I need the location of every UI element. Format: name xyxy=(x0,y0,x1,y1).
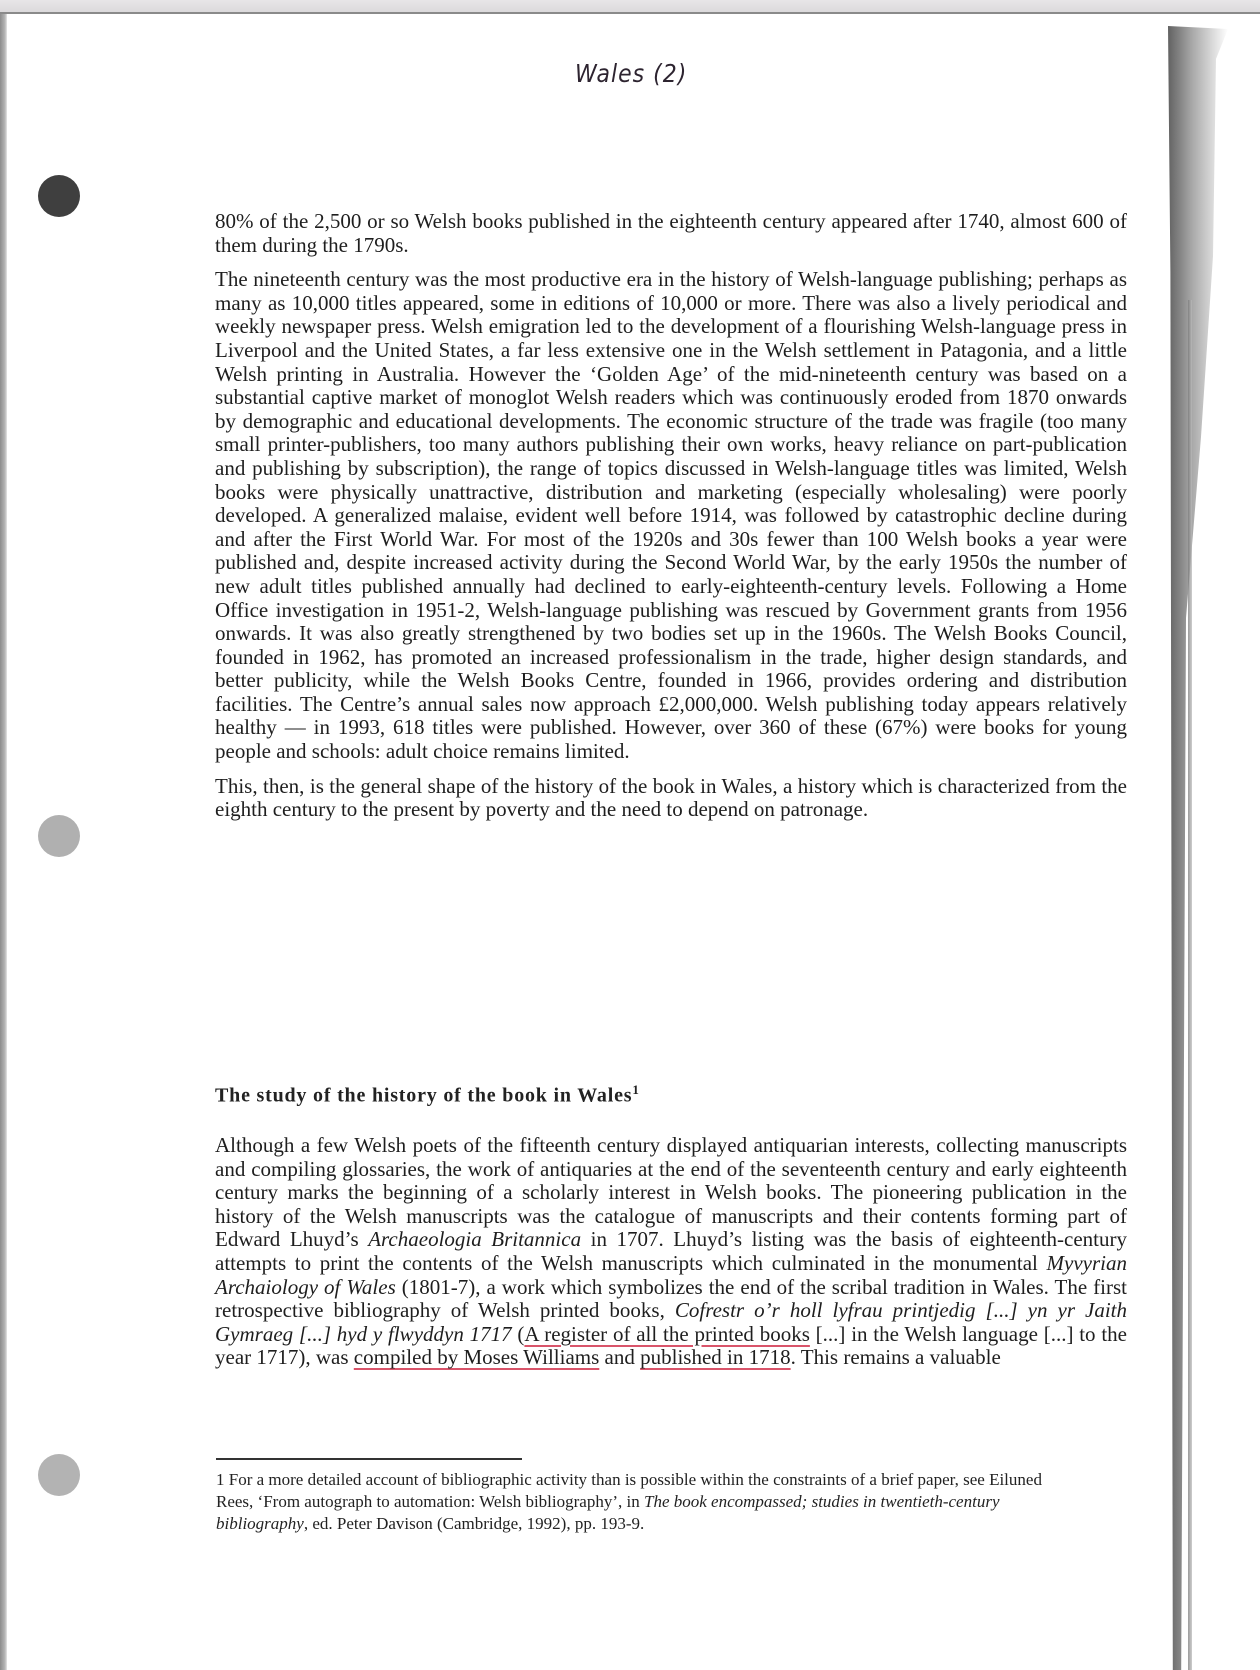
punch-hole-middle xyxy=(38,815,80,857)
text-run: ( xyxy=(511,1321,525,1346)
footnote-reference: 1 xyxy=(632,1082,640,1097)
text-run: 1 For a more detailed account of bibliographic activity than is possible within the constraints of a brief paper, see Eiluned Rees, ‘From autograph to automation: Welsh bibliography’, in xyxy=(216,1470,1042,1511)
text-run: [...] in the Welsh language [...] to the year 1717), was xyxy=(215,1321,1127,1370)
text-run: . This remains a valuable xyxy=(790,1345,1001,1370)
footnote-separator xyxy=(216,1458,522,1460)
page-right-edge-shadow xyxy=(1168,26,1228,1670)
text-run: and xyxy=(599,1345,641,1370)
section-1-body xyxy=(215,210,1127,833)
page-left-edge-shadow xyxy=(0,14,7,1670)
red-underline-annotation: A register of all the printed books xyxy=(524,1321,810,1346)
section-heading-text: The study of the history of the book in Wales xyxy=(215,1084,633,1107)
punch-hole-top xyxy=(38,175,80,217)
paragraph: 80% of the 2,500 or so Welsh books published in the eighteenth century appeared after 1740, almost 600 of them during the 1790s. xyxy=(215,209,1127,257)
italic-title: The book encompassed; studies in twentieth-century bibliography xyxy=(216,1492,1000,1533)
text-run: (1801-7), a work which symbolizes the end of the scribal tradition in Wales. The first retrospective bibliography of Welsh printed books, xyxy=(215,1274,1127,1323)
handwritten-page-note: Wales (2) xyxy=(575,60,688,89)
page-right-edge-line xyxy=(1188,300,1192,1670)
footnote xyxy=(216,1469,1076,1535)
section-heading xyxy=(215,1082,640,1108)
scanner-top-edge xyxy=(0,0,1260,14)
section-2-body xyxy=(215,1134,1127,1381)
text-run: Although a few Welsh poets of the fifteenth century displayed antiquarian interests, collecting manuscripts and compiling glossaries, the work of antiquaries at the end of the seventeenth century and early eighteenth century marks the beginning of a scholarly interest in Welsh books. The pioneering publication in the history of the Welsh manuscripts was the catalogue of manuscripts and their contents forming part of Edward Lhuyd’s xyxy=(215,1133,1127,1252)
paragraph: This, then, is the general shape of the history of the book in Wales, a history which is characterized from the eighth century to the present by poverty and the need to depend on patronage. xyxy=(215,773,1127,822)
text-run: , ed. Peter Davison (Cambridge, 1992), pp. 193-9. xyxy=(303,1514,645,1533)
red-underline-annotation: compiled by Moses Williams xyxy=(353,1345,600,1370)
paragraph: The nineteenth century was the most productive era in the history of Welsh-language publishing; perhaps as many as 10,000 titles appeared, some in editions of 10,000 or more. There was also a lively periodical and weekly newspaper press. Welsh emigration led to the development of a flourishing Welsh-language press in Liverpool and the United States, a far less extensive one in the Welsh settlement in Patagonia, and a little Welsh printing in Australia. However the ‘Golden Age’ of the mid-nineteenth century was based on a substantial captive market of monoglot Welsh readers which was continuously eroded from 1870 onwards by demographic and educational developments. The economic structure of the trade was fragile (too many small printer-publishers, too many authors publishing their own works, heavy reliance on part-publication and publishing by subscription), the range of topics discussed in Welsh-language titles was limited, Welsh books were physically unattractive, distribution and marketing (especially wholesaling) were poorly developed. A generalized malaise, evident well before 1914, was followed by catastrophic decline during and after the First World War. For most of the 1920s and 30s fewer than 100 Welsh books a year were published and, despite increased activity during the Second World War, by the early 1950s the number of new adult titles published annually had declined to early-eighteenth-century levels. Following a Home Office investigation in 1951-2, Welsh-language publishing was rescued by Government grants from 1956 onwards. It was also greatly strengthened by two bodies set up in the 1960s. The Welsh Books Council, founded in 1962, has promoted an increased professionalism in the trade, higher design standards, and better publicity, while the Welsh Books Centre, founded in 1966, provides ordering and distribution facilities. The Centre’s annual sales now approach £2,000,000. Welsh publishing today appears relatively healthy — in 1993, 618 titles were published. However, over 360 of these (67%) were books for young people and schools: adult choice remains limited. xyxy=(215,267,1127,764)
text-run: in 1707. Lhuyd’s listing was the basis of eighteenth-century attempts to print the contents of the Welsh manuscripts which culminated in the monumental xyxy=(215,1227,1127,1275)
italic-title: Myvyrian Archaiology of Wales xyxy=(215,1250,1127,1299)
red-underline-annotation: published in 1718 xyxy=(640,1345,791,1370)
paragraph xyxy=(215,1134,1127,1370)
italic-title: Archaeologia Britannica xyxy=(368,1227,582,1252)
italic-title: Cofrestr o’r holl lyfrau printjedig [...] yn yr Jaith Gymraeg [...] hyd y flwyddyn 1717 xyxy=(215,1298,1127,1346)
punch-hole-bottom xyxy=(38,1454,80,1496)
